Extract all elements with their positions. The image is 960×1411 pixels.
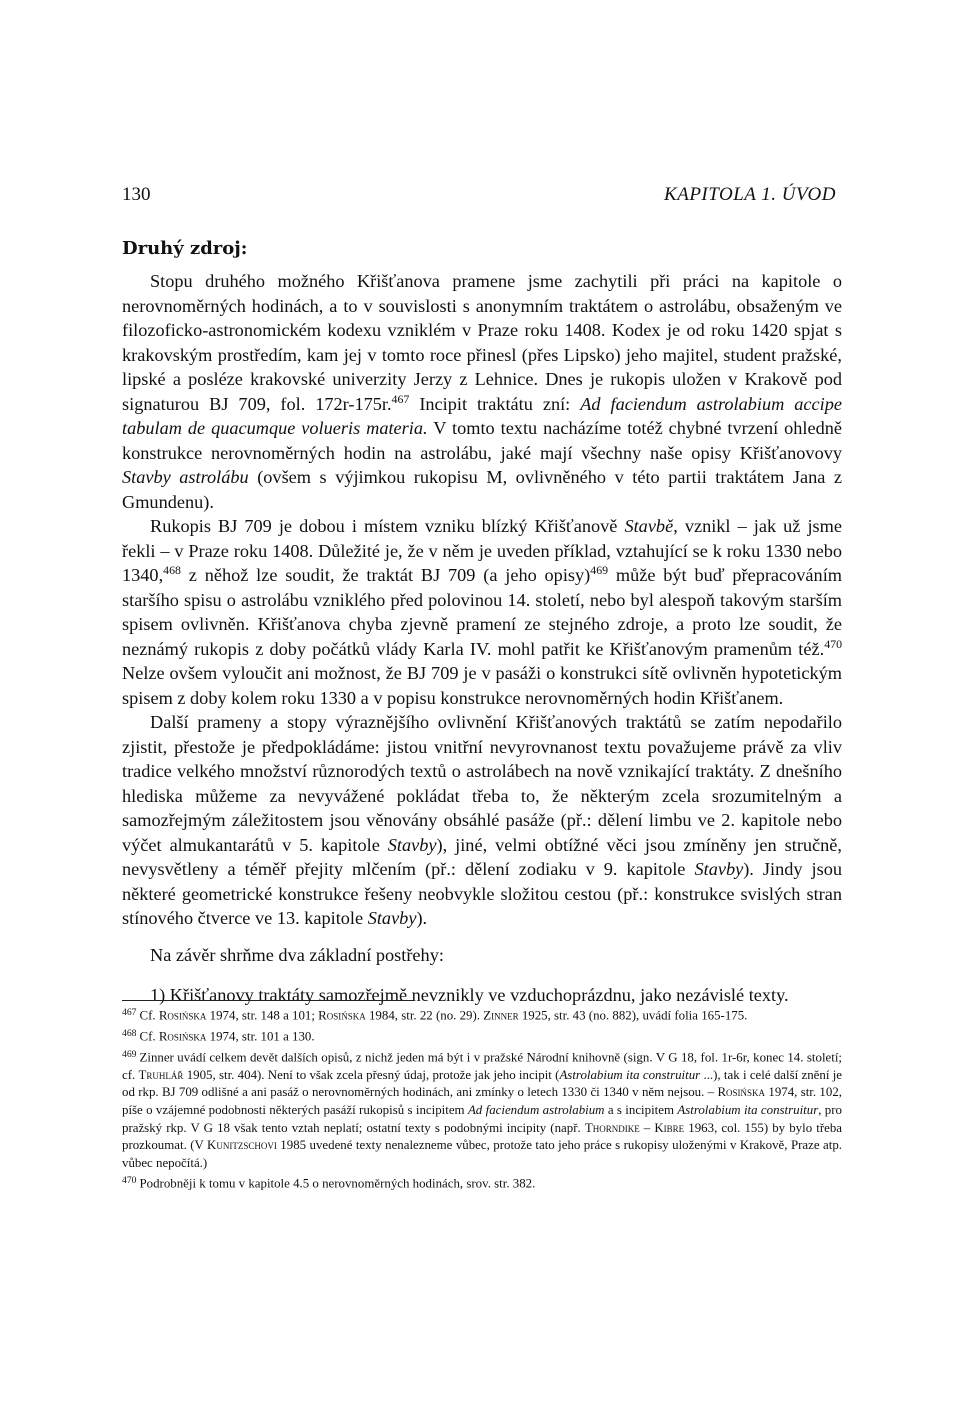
footnote-ref[interactable]: 469: [590, 562, 609, 577]
footnote-number: 469: [122, 1048, 137, 1060]
chapter-title: KAPITOLA 1. ÚVOD: [664, 184, 836, 205]
footnote-number: 468: [122, 1027, 137, 1039]
footnote-number: 467: [122, 1007, 137, 1018]
footnote-ref[interactable]: 470: [824, 636, 842, 651]
running-header: [122, 184, 836, 210]
footnote: $^{468}$ Cf. Rosińska 1974, str. 101 a 130.: [122, 1027, 315, 1044]
paragraph: Na závěr shrňme dva základní postřehy:: [150, 944, 444, 965]
footnote-ref[interactable]: 467: [391, 391, 410, 406]
paragraph: Další prameny a stopy výraznějšího ovlivnění Křišťanových traktátů se zatím nepodařilo zjistit, přestože je předpokládáme: jistou vnitřní nevyrovnanost textu považujeme právě za vliv tradice velkého množství různorodých textů o astrolábech na nově vznikající traktáty. Z dnešního hlediska můžeme za nevyvážené pokládat třeba to, že některým zcela srozumitelným a samozřejmým záležitostem jsou věnovány obsáhlé pasáže (př.: dělení limbu ve 2. kapitole nebo výčet almukantarátů v 5. kapitole Stavby), jiné, velmi obtížné věci jsou zmíněny jen stručně, nevysvětleny a téměř přejity mlčením (př.: dělení zodiaku v 9. kapitole Stavby). Jindy jsou některé geometrické konstrukce řešeny neobvykle složitou cestou (př.: konstrukce svislých stran stínového čtverce ve 13. kapitole Stavby).: [122, 712, 843, 928]
footnote: $^{467}$ Cf. Rosińska 1974, str. 148 a 101; Rosińska 1984, str. 22 (no. 29). Zinner 1925, str. 43 (no. 882), uvádí folia 165-175.: [122, 1007, 748, 1023]
numbered-point: 1) Křišťanovy traktáty samozřejmě nevznikly ve vzduchoprázdnu, jako nezávislé texty.: [150, 985, 789, 1005]
page-number: 130: [122, 184, 151, 205]
paragraph: Rukopis BJ 709 je dobou i místem vzniku blízký Křišťanově Stavbě, vznikl – jak už jsme řekli – v Praze roku 1408. Důležité je, že v něm je uveden příklad, vztahující se k roku 1330 nebo 1340,$^{468}$ z něhož lze soudit, že traktát BJ 709 (a jeho opisy)$^{469}$ může být buď přepracováním staršího spisu o astrolábu vzniklého před polovinou 14. století, nebo byl alespoň takovým starším spisem ovlivněn. Křišťanova chyba zjevně pramení ze stejného zdroje, a proto lze soudit, že neznámý rukopis z doby počátků vlády Karla IV. mohl patřit ke Křišťanovým pramenům též.$^{470}$ Nelze ovšem vyloučit ani možnost, že BJ 709 je v pasáži o konstrukci sítě ovlivněn hypotetickým spisem z doby kolem roku 1330 a v popisu konstrukce nerovnoměrných hodin Křišťanem.: [122, 516, 842, 708]
footnote-ref[interactable]: 468: [163, 562, 181, 577]
section-heading: Druhý zdroj:: [122, 238, 248, 259]
footnote-number: 470: [122, 1175, 137, 1187]
footnotes: [122, 1004, 842, 1193]
footnote: $^{470}$ Podrobněji k tomu v kapitole 4.5 o nerovnoměrných hodinách, srov. str. 382.: [122, 1175, 536, 1191]
main-text: [122, 269, 842, 1008]
footnote-divider: [122, 1000, 414, 1001]
paragraph: Stopu druhého možného Křišťanova pramene jsme zachytili při práci na kapitole o nerovnoměrných hodinách, a to v souvislosti s anonymním traktátem o astrolábu, obsaženým ve filozoficko-astronomickém kodexu vzniklém v Praze roku 1408. Kodex je od roku 1420 spjat s krakovským prostředím, kam jej v tomto roce přinesl (přes Lipsko) jeho majitel, student pražské, lipské a posléze krakovské univerzity Jerzy z Lehnice. Dnes je rukopis uložen v Krakově pod signaturou BJ 709, fol. 172r-175r.$^{467}$ Incipit traktátu zní: Ad faciendum astrolabium accipe tabulam de quacumque volueris materia. V tomto textu nacházíme totéž chybné tvrzení ohledně konstrukce nerovnoměrných hodin na astrolábu, jaké mají všechny naše opisy Křišťanovovy Stavby astrolábu (ovšem s výjimkou rukopisu M, ovlivněného v této partii traktátem Jana z Gmundenu).: [122, 271, 842, 512]
footnote: $^{469}$ Zinner uvádí celkem devět dalších opisů, z nichž jeden má být i v pražské Národní knihovně (sign. V G 18, fol. 1r-6r, konec 14. století; cf. Truhlář 1905, str. 404). Není to však zcela přesný údaj, protože jak jeho incipit (Astrolabium ita construitur ...), tak i celé další znění je od rkp. BJ 709 odlišné a ani pasáž o nerovnoměrných hodinách, ani zmínky o letech 1330 či 1340 v něm nejsou. – Rosińska 1974, str. 102, píše o vzájemné podobnosti některých pasáží rukopisů s incipitem Ad faciendum astrolabium a s incipitem Astrolabium ita construitur, pro pražský rkp. V G 18 však tento vztah neplatí; ostatní texty s podobnými incipity (např. Thorndike – Kibre 1963, col. 155) by bylo třeba prozkoumat. (V Kunitzschovi 1985 uvedené texty nenalezneme vůbec, protože tato jeho práce s rukopisy uloženými v Krakově, Praze atp. vůbec nepočítá.): [122, 1048, 843, 1170]
